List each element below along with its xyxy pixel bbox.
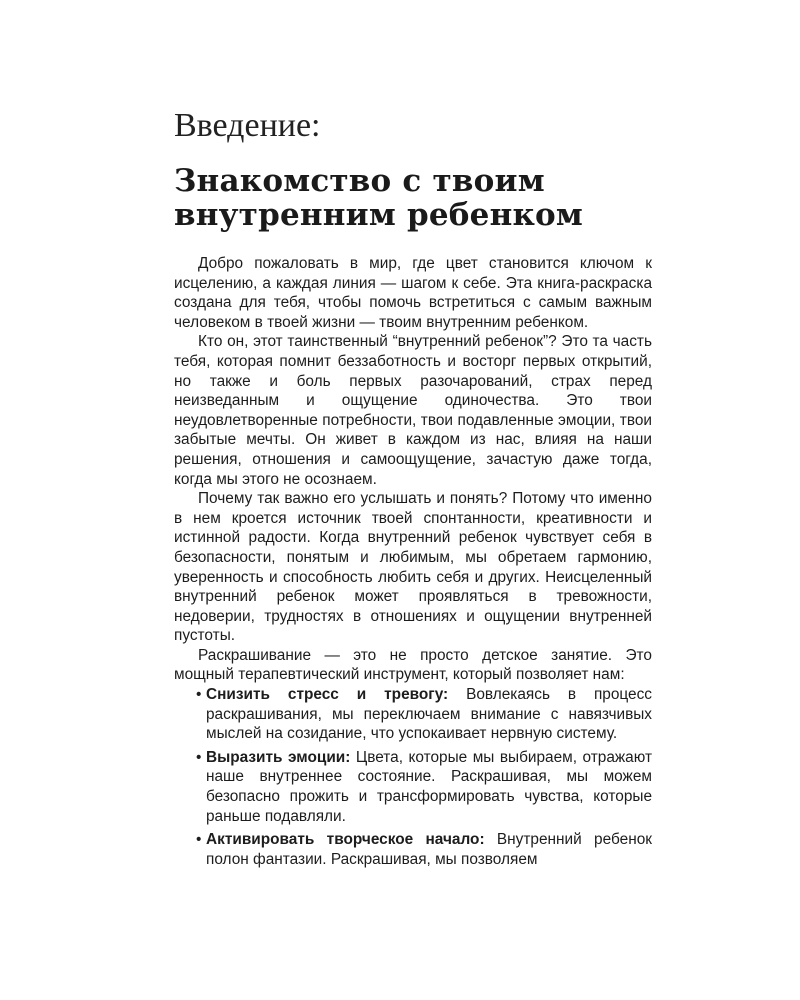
book-page — [174, 106, 652, 873]
paragraph-4: Раскрашивание — это не просто детское занятие. Это мощный терапевтический инструмент, который позволяет нам: — [174, 646, 652, 684]
list-item — [196, 830, 652, 869]
bullet-text: Внутренний ребенок полон фантазии. Раскрашивая, мы позволяем — [206, 831, 652, 868]
section-label: Введение: — [174, 107, 321, 144]
chapter-title: Знакомство с твоим внутренним ребенком — [174, 163, 584, 233]
benefits-list — [174, 685, 652, 869]
bullet-text: Вовлекаясь в процесс раскрашивания, мы переключаем внимание с навязчивых мыслей на созидание, что успокаивает нервную систему. — [206, 686, 652, 743]
list-item — [196, 685, 652, 744]
bullet-icon: • — [196, 831, 202, 849]
list-item — [196, 748, 652, 826]
bullet-term: Снизить стресс и тревогу: — [206, 686, 449, 704]
bullet-icon: • — [196, 686, 202, 704]
bullet-icon: • — [196, 748, 202, 766]
bullet-text: Цвета, которые мы выбираем, отражают наше внутреннее состояние. Раскрашивая, мы можем безопасно прожить и трансформировать чувства, которые раньше подавляли. — [206, 748, 652, 825]
bullet-term: Активировать творческое начало: — [206, 831, 485, 849]
paragraph-2: Кто он, этот таинственный “внутренний ребенок”? Это та часть тебя, которая помнит беззаботность и восторг первых открытий, но также и боль первых разочарований, страх перед неизведанным и ощущение одиночества. Это твои неудовлетворенные потребности, твои подавленные эмоции, твои забытые мечты. Он живет в каждом из нас, влияя на наши решения, отношения и самоощущение, зачастую даже тогда, когда мы этого не осознаем. — [174, 333, 652, 488]
bullet-term: Выразить эмоции: — [206, 748, 351, 766]
paragraph-1: Добро пожаловать в мир, где цвет становится ключом к исцелению, а каждая линия — шагом к себе. Эта книга-раскраска создана для тебя, чтобы помочь встретиться с самым важным человеком в твоей жизни — твоим внутренним ребенком. — [174, 255, 652, 331]
paragraph-3: Почему так важно его услышать и понять? Потому что именно в нем кроется источник твоей спонтанности, креативности и истинной радости. Когда внутренний ребенок чувствует себя в безопасности, понятым и любимым, мы обретаем гармонию, уверенность и способность любить себя и других. Неисцеленный внутренний ребенок может проявляться в тревожности, недоверии, трудностях в отношениях и ощущении внутренней пустоты. — [174, 490, 652, 645]
